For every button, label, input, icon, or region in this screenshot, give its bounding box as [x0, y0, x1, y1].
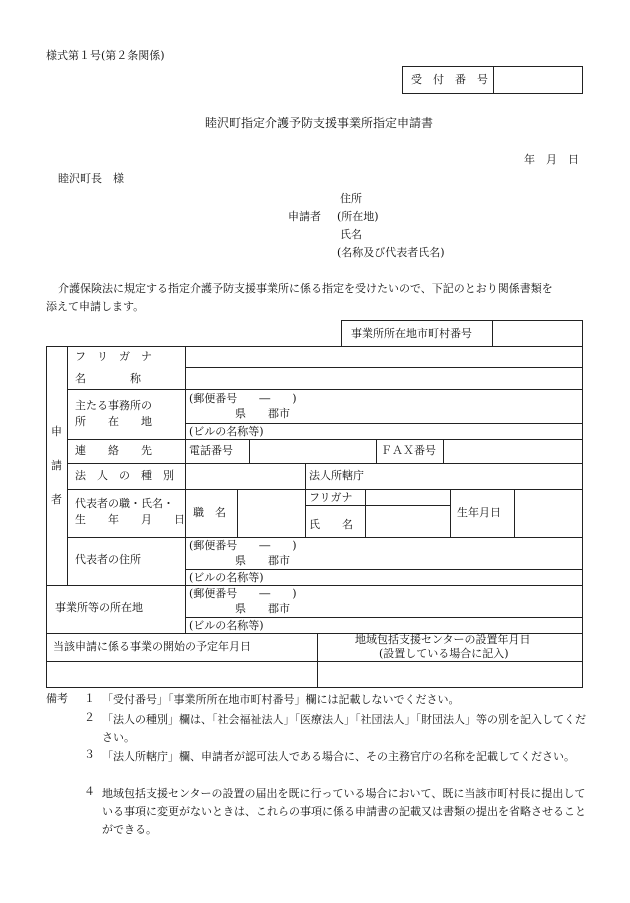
note-2-text: 「法人の種別」欄は、「社会福祉法人」「医療法人」「社団法人」「財団法人」等の別を記入してください。 [102, 713, 586, 744]
office-location-building: (ビルの名称等) [189, 619, 264, 632]
applicant-side-label-2: 請 [51, 459, 62, 472]
rep-furigana-label: フリガナ [309, 491, 353, 504]
body-text-line1: 介護保険法に規定する指定介護予防支援事業所に係る指定を受けたいので、下記のとおり関係書類を [58, 282, 553, 295]
office-location-label: 事業所等の所在地 [55, 601, 143, 614]
name-label: 氏名 [340, 228, 362, 241]
furigana-label: フ リ ガ ナ [75, 350, 152, 363]
municipality-number-box [341, 320, 583, 347]
rep-name-label: 氏 名 [309, 518, 353, 531]
main-office-building: (ビルの名称等) [189, 425, 264, 438]
name-row-label: 名 称 [75, 372, 141, 385]
name-sub-label: (名称及び代表者氏名) [337, 246, 445, 259]
notes-label: 備考 [46, 692, 68, 705]
main-office-pref-city: 県 郡市 [235, 407, 290, 420]
main-office-label-2: 所 在 地 [75, 415, 152, 428]
rep-address-postal: (郵便番号 ― ) [189, 539, 297, 552]
corp-authority-label: 法人所轄庁 [309, 469, 364, 482]
application-table [46, 346, 583, 688]
birth-date-label: 生年月日 [457, 506, 501, 519]
phone-label: 電話番号 [189, 444, 233, 457]
name-field[interactable] [191, 372, 576, 386]
office-location-postal: (郵便番号 ― ) [189, 587, 297, 600]
furigana-field[interactable] [191, 350, 576, 364]
reception-number-box [402, 66, 583, 94]
corp-type-label: 法 人 の 種 別 [75, 469, 174, 482]
address-sub-label: (所在地) [337, 210, 379, 223]
note-1-text: 「受付番号」「事業所所在地市町村番号」欄には記載しないでください。 [102, 693, 460, 706]
corp-authority-field[interactable] [373, 469, 576, 483]
center-date-label-1: 地域包括支援センターの設置年月日 [355, 633, 531, 646]
document-title: 睦沢町指定介護予防支援事業所指定申請書 [205, 116, 434, 130]
applicant-side-label-1: 申 [51, 425, 62, 438]
municipality-number-field[interactable] [498, 327, 578, 341]
representative-label-2: 生 年 月 日 [75, 513, 185, 526]
date-line: 年 月 日 [524, 153, 579, 166]
corp-type-field[interactable] [191, 469, 299, 483]
position-label: 職 名 [193, 506, 226, 519]
start-date-label: 当該申請に係る事業の開始の予定年月日 [53, 640, 251, 653]
representative-label-1: 代表者の職・氏名・ [75, 497, 174, 510]
body-text-line2: 添えて申請します。 [46, 300, 145, 313]
rep-address-pref-city: 県 郡市 [235, 554, 290, 567]
start-date-field[interactable] [55, 667, 311, 681]
note-2-number: ２ [84, 711, 95, 724]
note-4-number: ４ [84, 785, 95, 798]
rep-address-label: 代表者の住所 [75, 553, 141, 566]
reception-number-field[interactable] [499, 73, 579, 87]
rep-address-building: (ビルの名称等) [189, 571, 264, 584]
fax-field[interactable] [449, 444, 576, 458]
applicant-role-label: 申請者 [288, 210, 321, 223]
note-3-text: 「法人所轄庁」欄、申請者が認可法人である場合に、その主務官庁の名称を記載してください。 [102, 750, 575, 763]
municipality-number-label: 事業所所在地市町村番号 [351, 327, 472, 340]
contact-label: 連 絡 先 [75, 444, 152, 457]
applicant-side-label-3: 者 [51, 493, 62, 506]
main-office-postal: (郵便番号 ― ) [189, 392, 297, 405]
position-field[interactable] [243, 506, 299, 520]
fax-label: ＦＡＸ番号 [381, 444, 436, 457]
note-3-number: ３ [84, 748, 95, 761]
rep-name-field[interactable] [371, 518, 444, 532]
phone-field[interactable] [255, 444, 370, 458]
reception-number-label: 受 付 番 号 [411, 73, 488, 86]
main-office-label-1: 主たる事務所の [75, 399, 152, 412]
form-number: 様式第１号(第２条関係) [46, 49, 165, 62]
addressee: 睦沢町長 様 [58, 172, 124, 185]
birth-date-field[interactable] [520, 506, 576, 520]
center-date-label-2: (設置している場合に記入) [379, 647, 509, 660]
office-location-pref-city: 県 郡市 [235, 602, 290, 615]
note-1-number: １ [84, 692, 95, 705]
note-4-text: 地域包括支援センターの設置の届出を既に行っている場合において、既に当該市町村長に提出している事項に変更がないときは、これらの事項に係る申請書の記載又は書類の提出を省略させることができる。 [102, 787, 586, 836]
center-date-field[interactable] [323, 667, 576, 681]
address-label: 住所 [340, 192, 362, 205]
